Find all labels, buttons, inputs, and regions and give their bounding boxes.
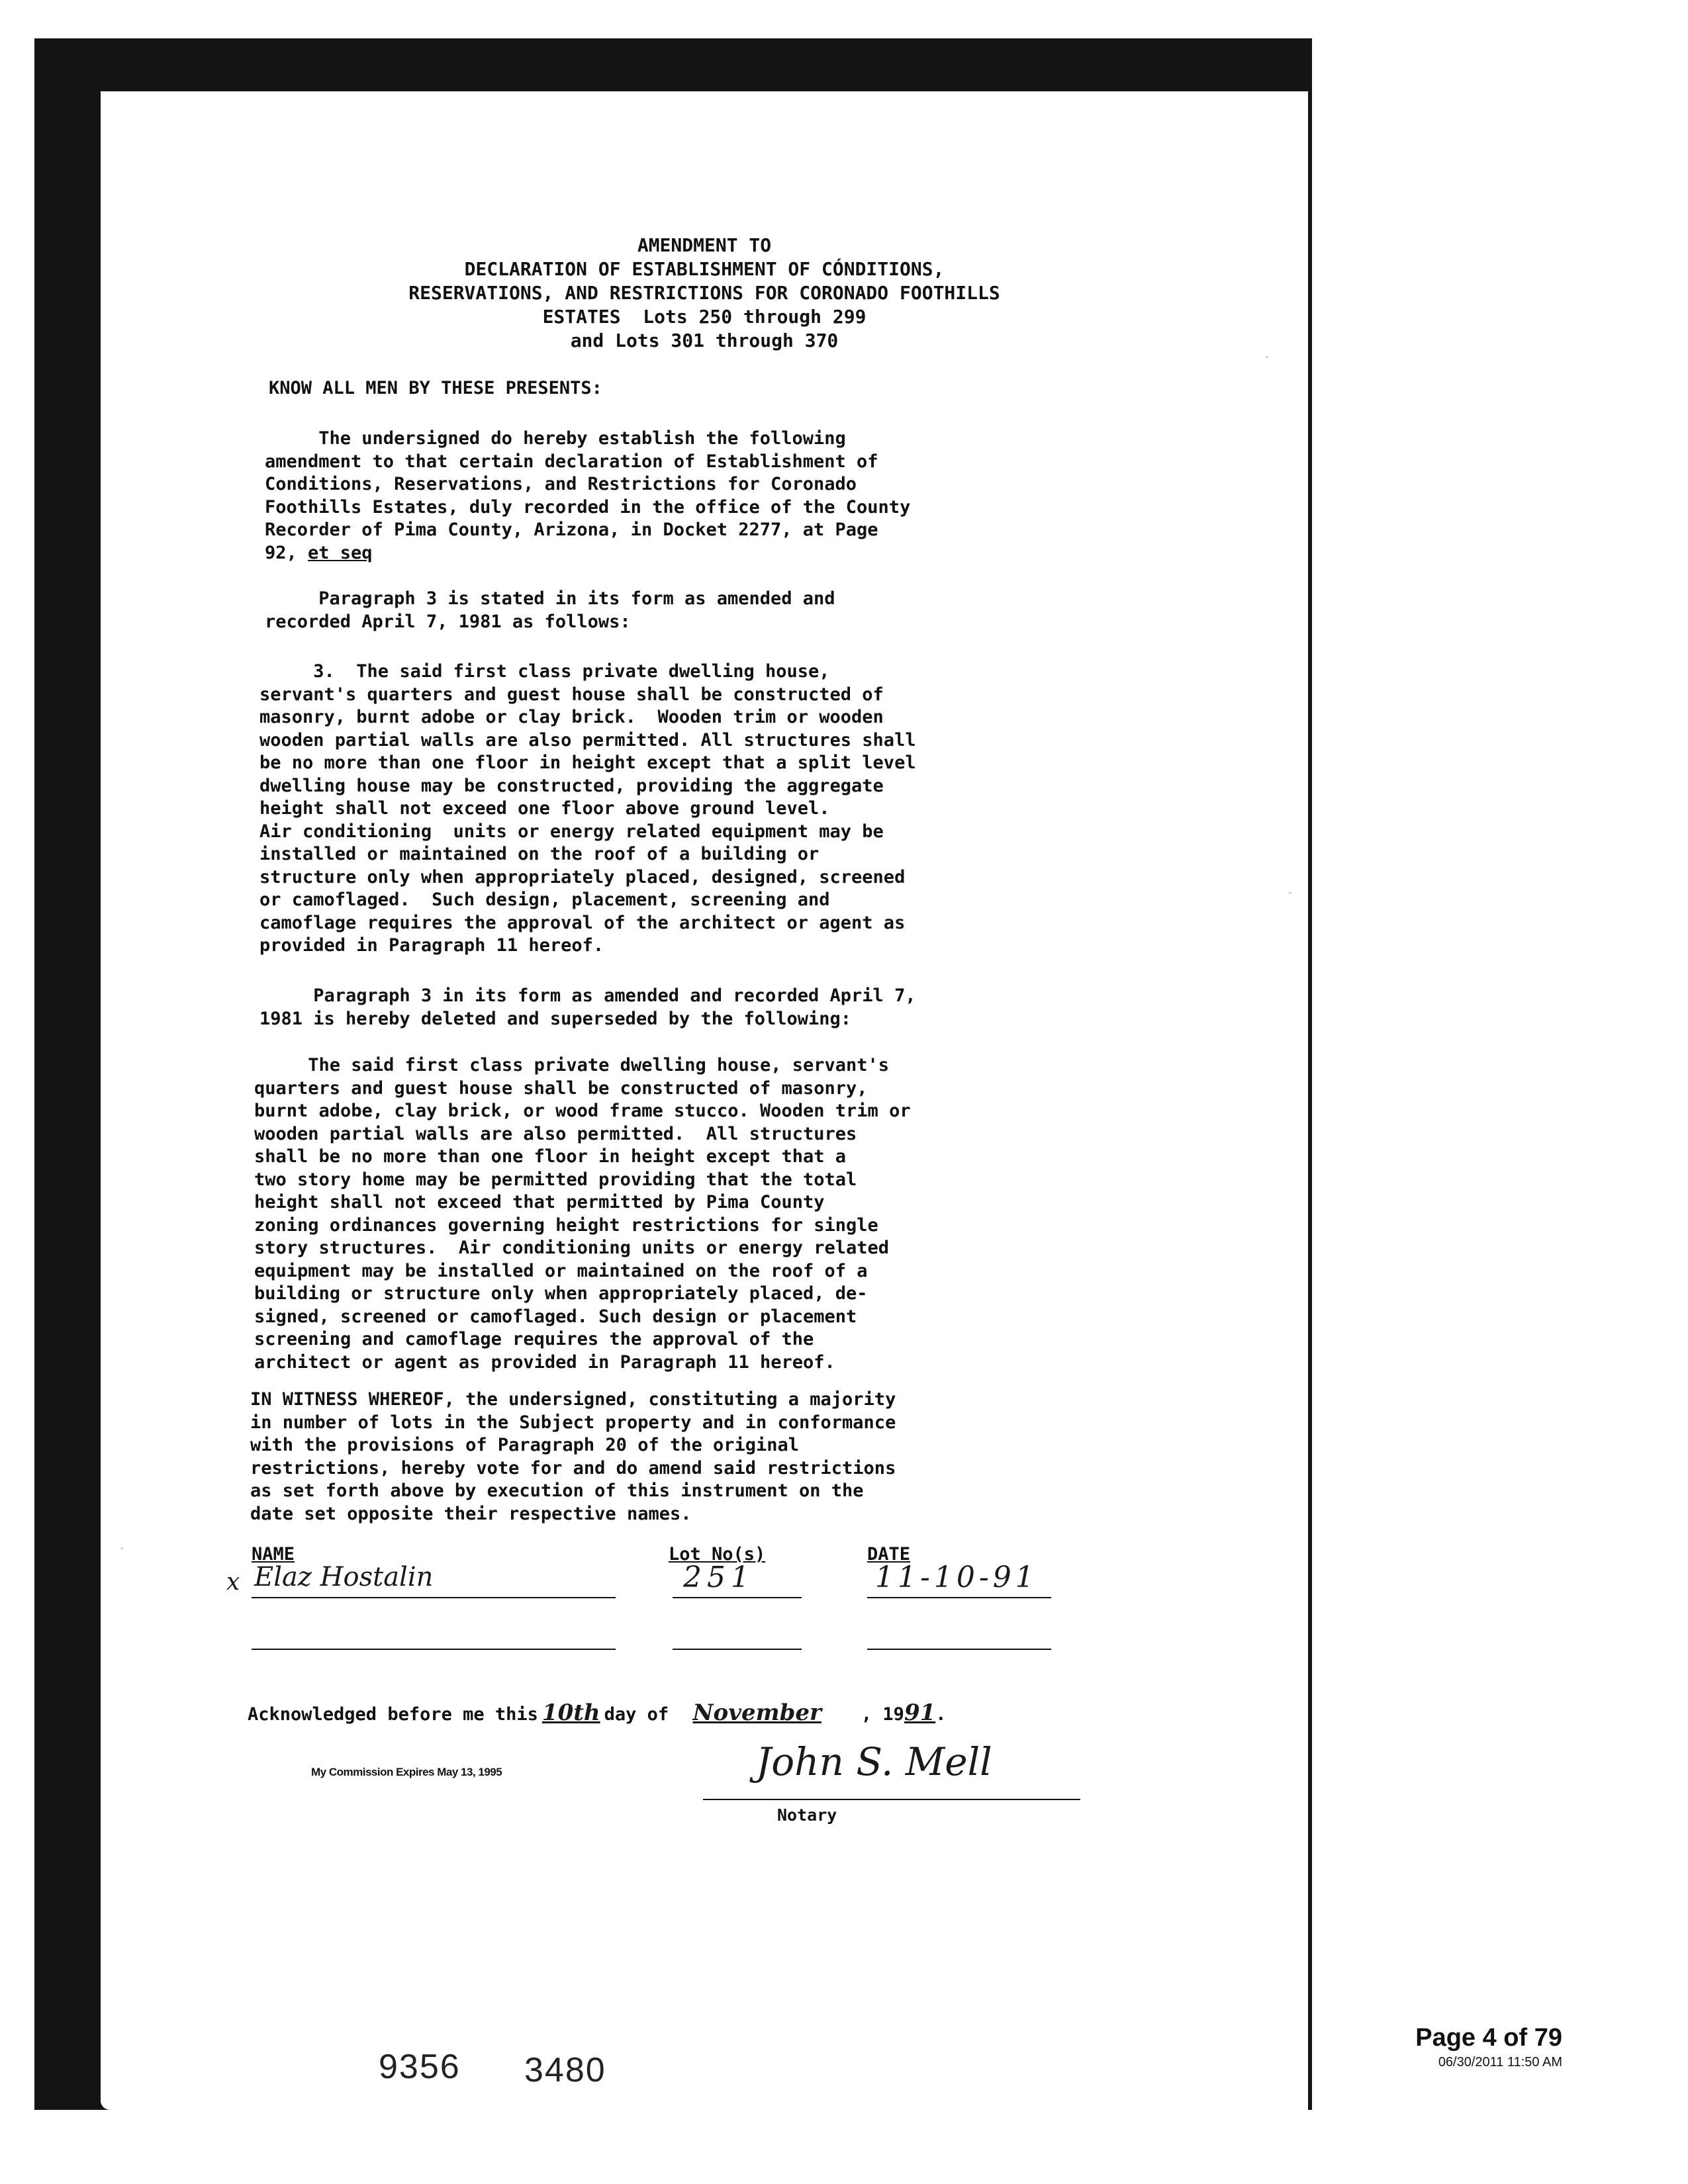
ack-middle: day of — [604, 1704, 669, 1725]
notary-signature: John S. Mell — [756, 1739, 992, 1784]
ack-year: 91 — [904, 1700, 936, 1726]
sign-date: 11-10-91 — [875, 1561, 1038, 1594]
notary-line — [703, 1799, 1080, 1800]
name-line-2 — [252, 1649, 616, 1650]
lot-header: Lot No(s) — [669, 1544, 766, 1565]
date-header: DATE — [867, 1544, 911, 1565]
ack-year-prefix: , 19 — [861, 1704, 904, 1725]
commission-stamp: My Commission Expires May 13, 1995 — [311, 1766, 502, 1778]
paragraph-witness: IN WITNESS WHEREOF, the undersigned, constituting a majority in number of lots in the Subject property and in conformance with the provisions of Paragraph 20 of the original restrictions, hereby vote for and do amend said restrictions as set forth above by execution of this instrument on the date set opposite their respective names. — [250, 1389, 896, 1524]
paragraph-intro — [265, 428, 910, 565]
lot-line-2 — [673, 1649, 802, 1650]
owner-signature: Elaz Hostalin — [254, 1562, 434, 1592]
title-line: ESTATES Lots 250 through 299 — [542, 306, 867, 328]
lot-number: 251 — [683, 1561, 755, 1594]
date-line-2 — [867, 1649, 1051, 1650]
ack-end: . — [935, 1704, 947, 1725]
paragraph-deleted: Paragraph 3 in its form as amended and recorded April 7, 1981 is hereby deleted and superseded by the following: — [259, 985, 916, 1029]
ack-prefix: Acknowledged before me this — [248, 1704, 538, 1725]
title-line: and Lots 301 through 370 — [570, 330, 839, 351]
signer-marker: x — [226, 1569, 240, 1596]
date-line — [867, 1597, 1051, 1598]
paragraph-stated: Paragraph 3 is stated in its form as amended and recorded April 7, 1981 as follows: — [265, 588, 835, 632]
name-line — [252, 1597, 616, 1598]
ack-day: 10th — [541, 1700, 600, 1726]
notary-label: Notary — [777, 1805, 837, 1825]
paragraph-old: 3. The said first class private dwelling house, servant's quarters and guest house shall be constructed of masonry, burnt adobe or clay brick. Wooden trim or wooden wooden partial walls are also permitted. All structures shall be no more than one floor in height except that a split level dwelling house may be constructed, providing the aggregate height shall not exceed one floor above ground level. Air conditioning units or energy related equipment may be installed or maintained on the roof of a building or structure only when appropriately placed, designed, screened or camoflaged. Such design, placement, screening and camoflage requires the approval of the architect or agent as provided in Paragraph 11 hereof. — [259, 661, 916, 956]
page-timestamp: 06/30/2011 11:50 AM — [1438, 2055, 1562, 2070]
paragraph-intro-text: The undersigned do hereby establish the following amendment to that certain declaration of Establishment of Conditions, Reservations, and Restrictions for Coronado Foothills Estates, duly recorded in the office of the County Recorder of Pima County, Arizona, in Docket 2277, at Page 92, — [265, 428, 911, 563]
page-indicator: Page 4 of 79 — [1415, 2024, 1562, 2052]
acknowledgement — [248, 1702, 947, 1727]
scan-border — [34, 38, 1312, 2110]
ack-month: November — [692, 1700, 821, 1726]
scan-speck — [1289, 892, 1291, 894]
paragraph-new: The said first class private dwelling house, servant's quarters and guest house shall be constructed of masonry, burnt adobe, clay brick, or wood frame stucco. Wooden trim or wooden partial walls are also permitted. All structures shall be no more than one floor in height except that a two story home may be permitted providing that the total height shall not exceed that permitted by Pima County zoning ordinances governing height restrictions for single story structures. Air conditioning units or energy related equipment may be installed or maintained on the roof of a building or structure only when appropriately placed, de- signed, screened or camoflaged. Such design or placement screening and camoflage requires the approval of the architect or agent as provided in Paragraph 11 hereof. — [254, 1055, 911, 1373]
et-seq: et seq — [308, 542, 373, 563]
document-page — [101, 91, 1308, 2110]
scan-speck — [120, 1547, 123, 1549]
title-line: DECLARATION OF ESTABLISHMENT OF CÓNDITIONS, — [464, 258, 945, 280]
title-line: AMENDMENT TO — [637, 234, 772, 256]
page-number-stamp: 3480 — [524, 2051, 606, 2089]
salutation: KNOW ALL MEN BY THESE PRESENTS: — [269, 378, 602, 398]
docket-number: 9356 — [379, 2048, 461, 2086]
document-title — [101, 234, 1308, 353]
title-line: RESERVATIONS, AND RESTRICTIONS FOR CORONADO FOOTHILLS — [408, 282, 1000, 304]
scan-speck — [1266, 356, 1268, 358]
lot-line — [673, 1597, 802, 1598]
name-header: NAME — [252, 1544, 295, 1565]
